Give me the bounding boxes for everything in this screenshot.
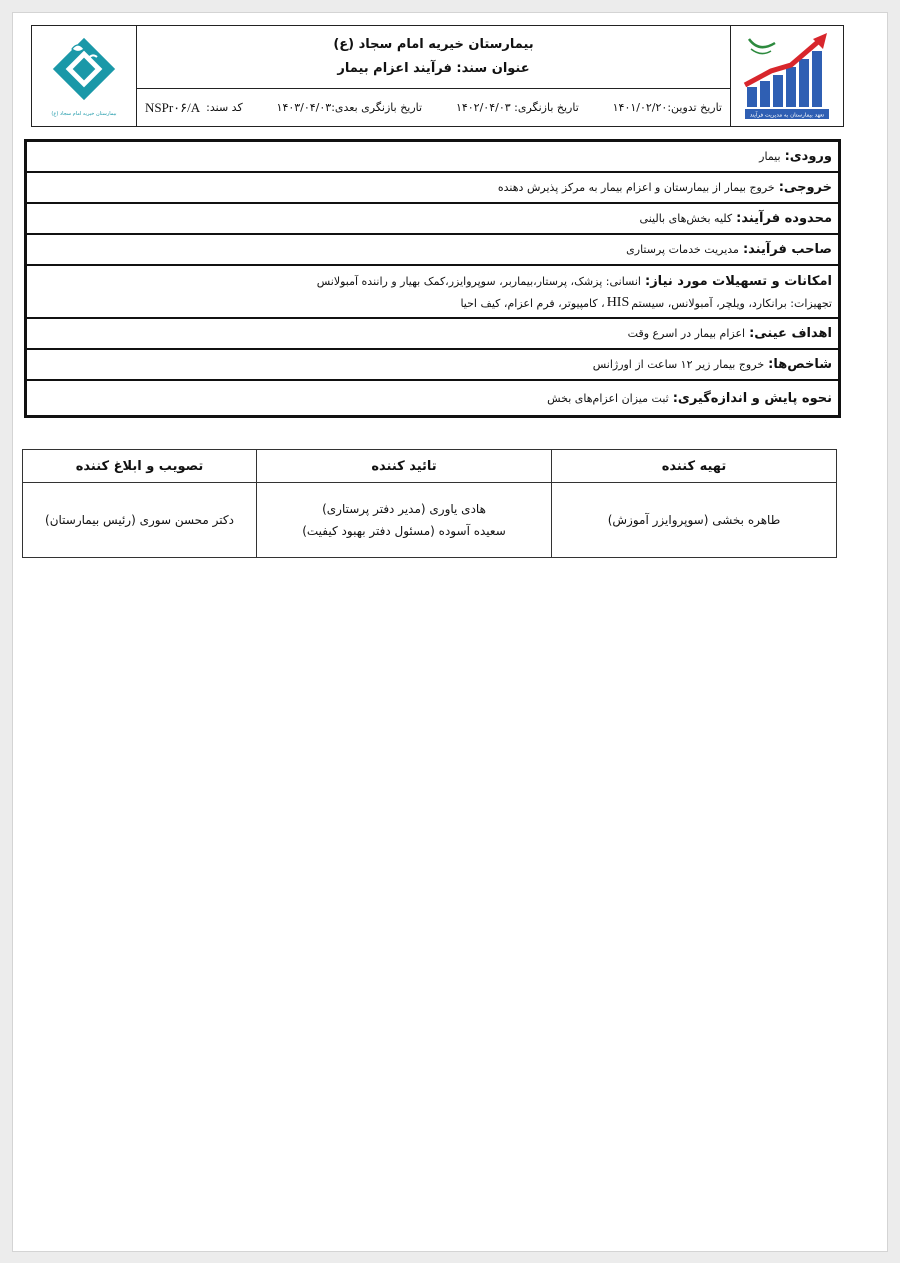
input-row [27,142,838,173]
growth-chart-icon [741,31,833,121]
signatures-header-row [23,450,837,483]
hospital-logo [32,26,137,126]
process-info-box [24,139,841,418]
header-dates [137,89,730,126]
hospital-logo-caption: بیمارستان خیریه امام سجاد (ع) [51,111,117,117]
header-middle [137,26,731,126]
preparer-header: تهیه کننده [552,450,837,483]
indicators-value: خروج بیمار زیر ۱۲ ساعت از اورژانس [592,358,765,371]
indicators-row [27,350,838,381]
approver-line-1: هادی یاوری (مدیر دفتر پرستاری) [322,502,486,516]
input-value: بیمار [759,150,781,163]
goals-label: اهداف عینی: [749,326,832,341]
hospital-logo-icon [44,33,124,119]
document-title: عنوان سند: فرآیند اعزام بیمار [337,61,530,76]
ratifier-name: دکتر محسن سوری (رئیس بیمارستان) [23,483,257,558]
owner-row [27,235,838,266]
document-code-label: کد سند: [206,101,243,114]
input-label: ورودی: [784,149,832,164]
document-code-value: NSPr۰۶/A [145,99,201,115]
resources-row [27,266,838,319]
owner-value: مدیریت خدمات پرستاری [626,243,739,256]
preparer-name: طاهره بخشی (سوپروایزر آموزش) [552,483,837,558]
resources-human: انسانی: پزشک، پرستار،بیماربر، سوپروایزر،کمک بهیار و راننده آمبولانس [316,274,641,288]
document-header [31,25,844,127]
next-review-date: تاریخ بازنگری بعدی:۱۴۰۳/۰۴/۰۳ [276,101,423,114]
monitoring-row [27,381,838,415]
approver-line-2: سعیده آسوده (مسئول دفتر بهبود کیفیت) [302,524,506,538]
resources-line-equipment [33,292,832,314]
resources-equipment-before: تجهیزات: برانکارد، ویلچر، آمبولانس، سیستم [631,296,832,310]
indicators-label: شاخص‌ها: [768,357,832,372]
resources-equipment-after: ، کامپیوتر، فرم اعزام، کیف احیا [460,296,605,310]
compile-date: تاریخ تدوین:۱۴۰۱/۰۲/۲۰ [612,101,722,114]
monitoring-value: ثبت میزان اعزام‌های بخش [547,391,669,405]
signatures-names-row [23,483,837,558]
scope-label: محدوده فرآیند: [736,211,832,226]
approver-header: تائید کننده [257,450,552,483]
process-chart-logo [731,26,843,126]
output-value: خروج بیمار از بیمارستان و اعزام بیمار به مرکز پذیرش دهنده [497,181,775,194]
hospital-name: بیمارستان خیریه امام سجاد (ع) [333,37,534,52]
output-row [27,173,838,204]
owner-label: صاحب فرآیند: [742,242,832,257]
ratifier-header: تصویب و ابلاغ کننده [23,450,257,483]
scope-value: کلیه بخش‌های بالینی [639,212,733,225]
document-code [145,100,243,116]
resources-line-human [33,270,832,292]
signatures-table [22,449,837,558]
process-logo-caption: تعهد بیمارستان به مدیریت فرآیند [749,112,825,119]
goals-value: اعزام بیمار در اسرع وقت [627,327,746,340]
review-date: تاریخ بازنگری: ۱۴۰۲/۰۴/۰۳ [455,101,579,114]
approver-names [257,483,552,558]
resources-label: امکانات و تسهیلات مورد نیاز: [645,273,832,289]
resources-his: HIS [606,295,630,310]
scope-row [27,204,838,235]
output-label: خروجی: [778,180,832,195]
header-titles [137,26,730,89]
goals-row [27,319,838,350]
monitoring-label: نحوه پایش و اندازه‌گیری: [672,390,832,406]
